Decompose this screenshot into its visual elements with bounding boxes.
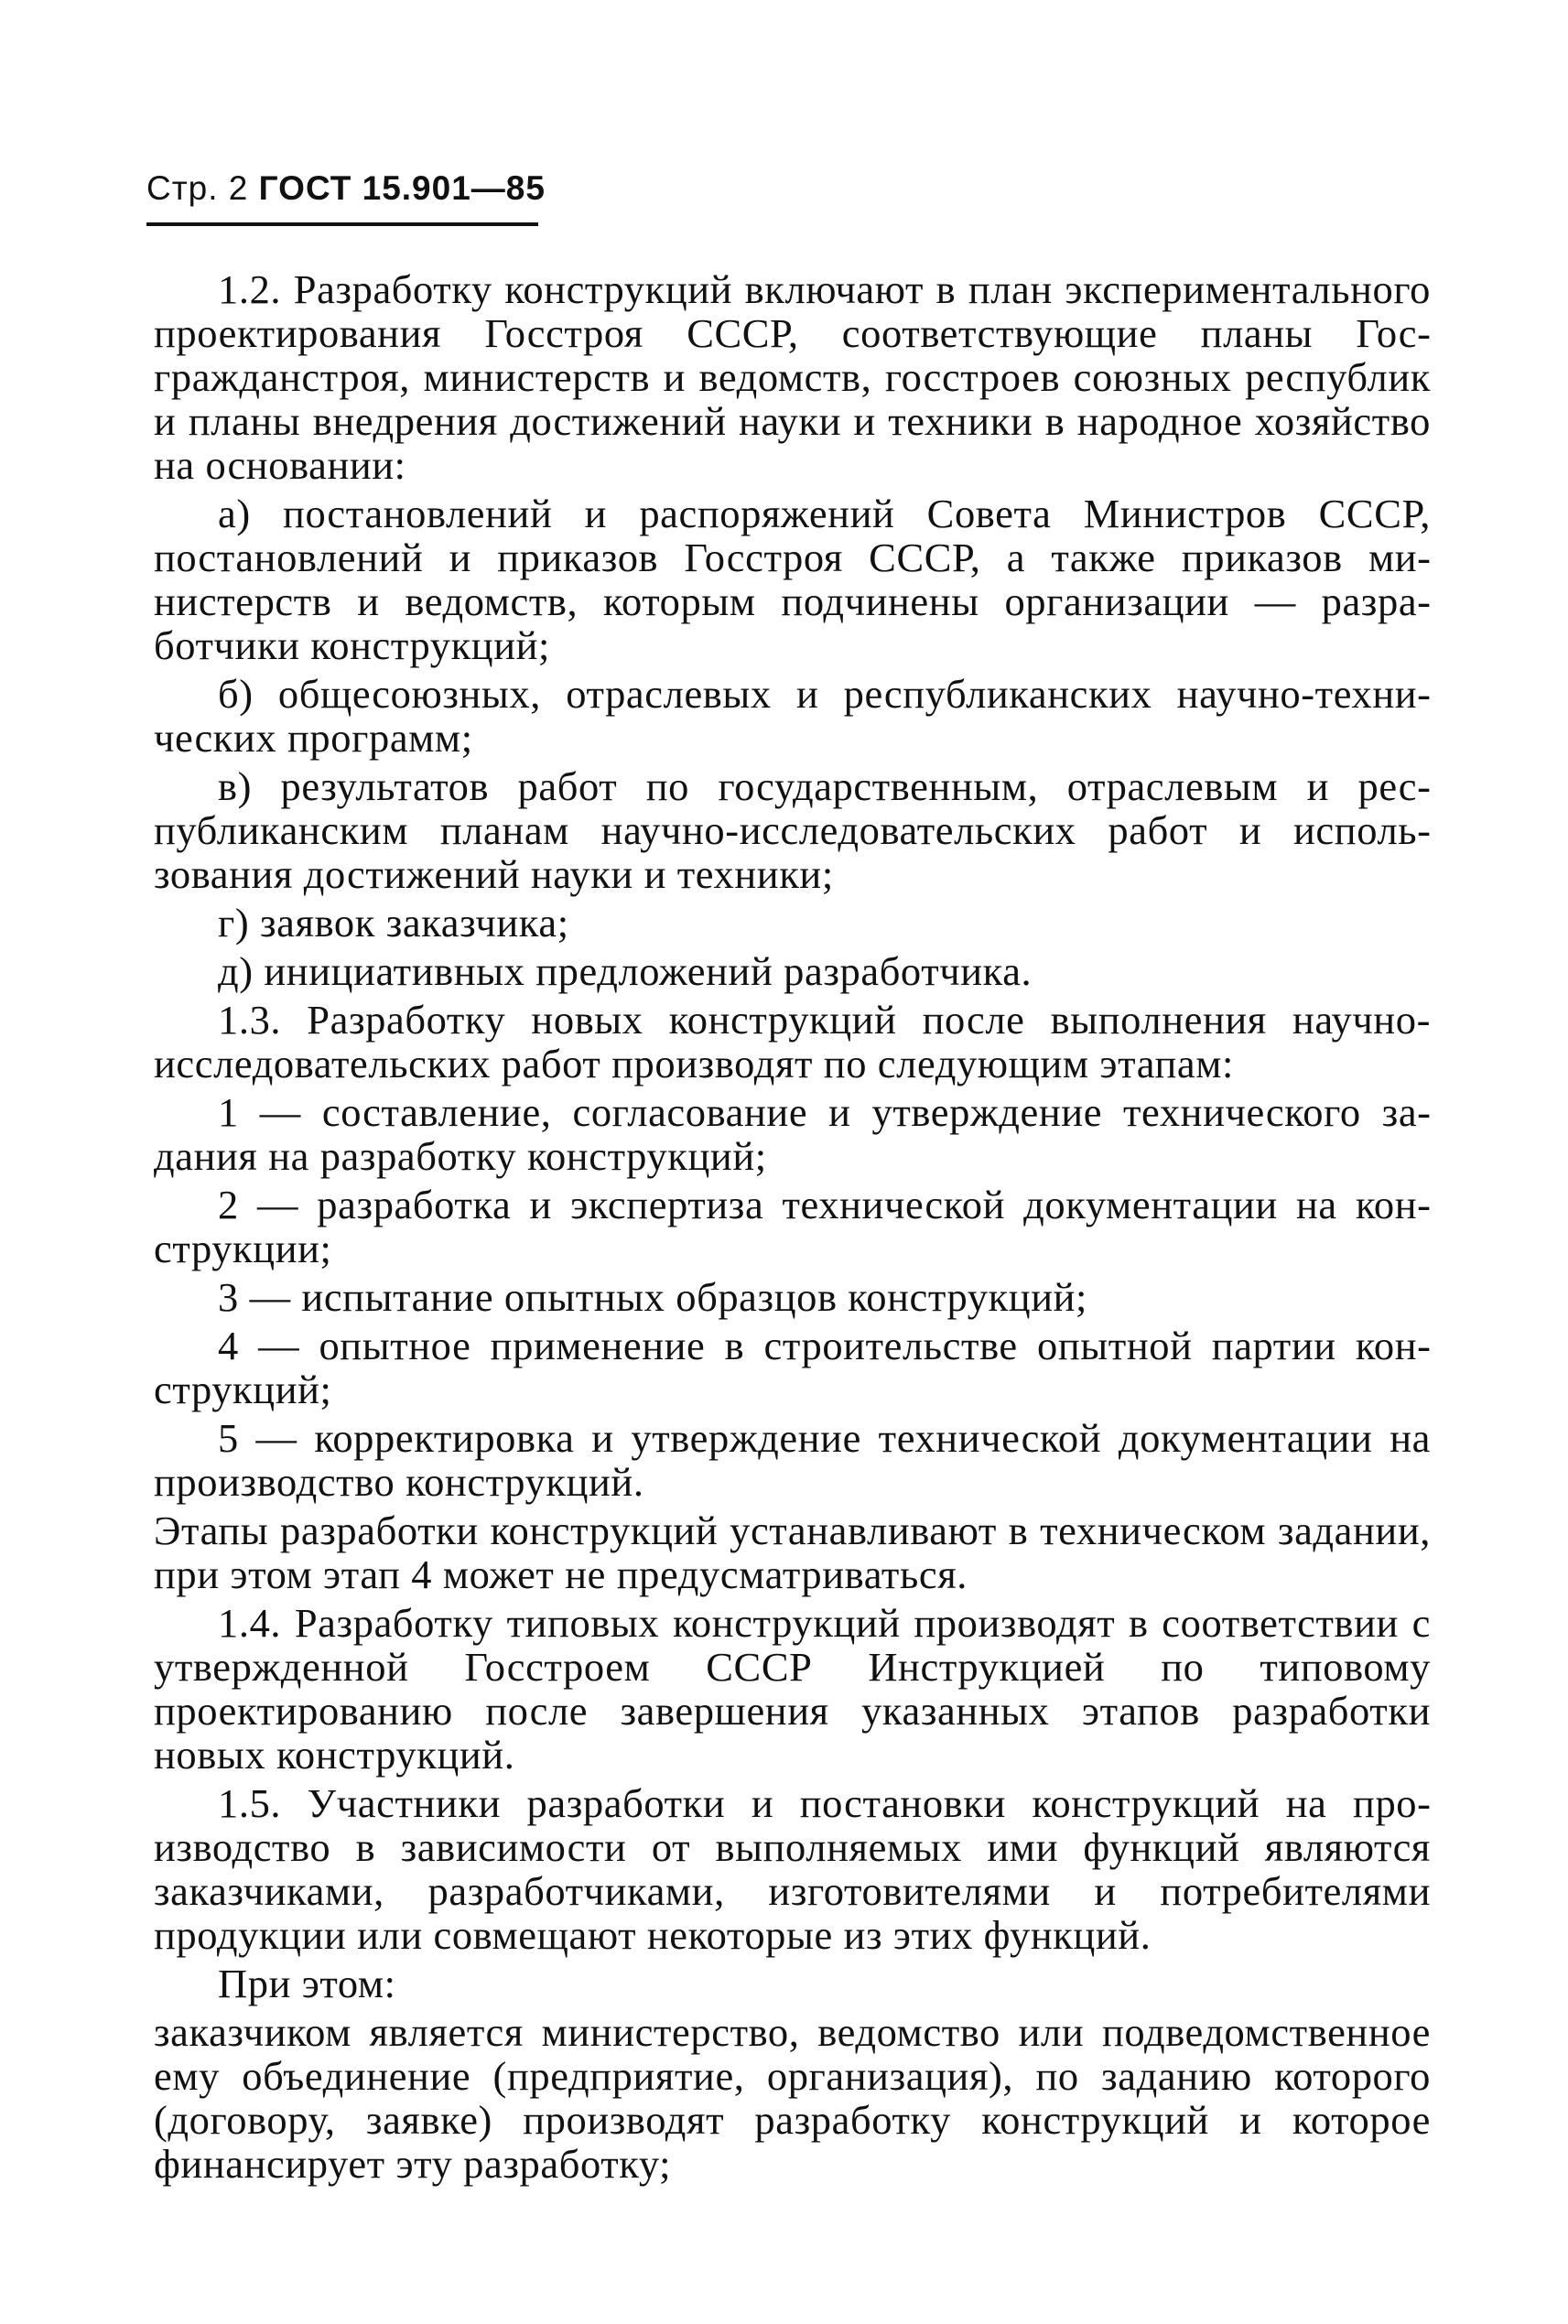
paragraph-1-5: 1.5. Участники разработки и постановки конструкций на производство в зависимости от выполняемых ими функций являются заказчиками, разработчиками, изготовителями и потребителями продукции или совмещают некоторые из этих функций.	[154, 1780, 1431, 1958]
list-item-d: д) инициативных предложений разработчика.	[218, 948, 1033, 994]
paragraph-1-3: 1.3. Разработку новых конструкций после выполнения научно-исследовательских работ производят по следующим этапам:	[154, 997, 1431, 1086]
paragraph-pri-etom: При этом:	[218, 1961, 396, 2006]
paragraph-1-4: 1.4. Разработку типовых конструкций производят в соответствии с утвержденной Госстроем СССР Инструкцией по типовому проектированию после завершения указанных этапов разработки новых конструкций.	[154, 1600, 1431, 1778]
list-item-b: б) общесоюзных, отраслевых и республиканских научно-технических программ;	[154, 671, 1431, 761]
stage-5: 5 — корректировка и утверждение технической документации на производство конструкций.	[154, 1415, 1431, 1505]
stage-1: 1 — составление, согласование и утверждение технического задания на разработку конструкций;	[154, 1089, 1431, 1179]
list-item-v: в) результатов работ по государственным, отраслевым и республиканским планам научно-исследовательских работ и использования достижений науки и техники;	[154, 763, 1431, 897]
stages-note: Этапы разработки конструкций устанавливают в техническом задании, при этом этап 4 может не предусматриваться.	[154, 1508, 1431, 1597]
document-body	[154, 267, 1431, 2190]
stage-3: 3 — испытание опытных образцов конструкций;	[218, 1274, 1088, 1320]
stage-2: 2 — разработка и экспертиза технической документации на конструкции;	[154, 1182, 1431, 1271]
paragraph-1-2: 1.2. Разработку конструкций включают в план экспериментального проектирования Госстроя СССР, соответствующие планы Госгражданстроя, министерств и ведомств, госстроев союзных республик и планы внедрения достижений науки и техники в народное хозяйство на основании:	[154, 266, 1431, 488]
page-label: Стр. 2	[146, 169, 249, 207]
paragraph-customer-definition: заказчиком является министерство, ведомство или подведомственное ему объединение (предприятие, организация), по заданию которого (договору, заявке) производят разработку конструкций и которое финансирует эту разработку;	[154, 2009, 1431, 2187]
page-header	[146, 169, 546, 208]
list-item-g: г) заявок заказчика;	[218, 900, 569, 946]
standard-number: ГОСТ 15.901—85	[258, 169, 546, 207]
header-rule	[146, 222, 538, 226]
stage-4: 4 — опытное применение в строительстве опытной партии конструкций;	[154, 1323, 1431, 1412]
list-item-a: а) постановлений и распоряжений Совета Министров СССР, постановлений и приказов Госстроя СССР, а также приказов министерств и ведомств, которым подчинены организации — разработчики конструкций;	[154, 491, 1431, 668]
